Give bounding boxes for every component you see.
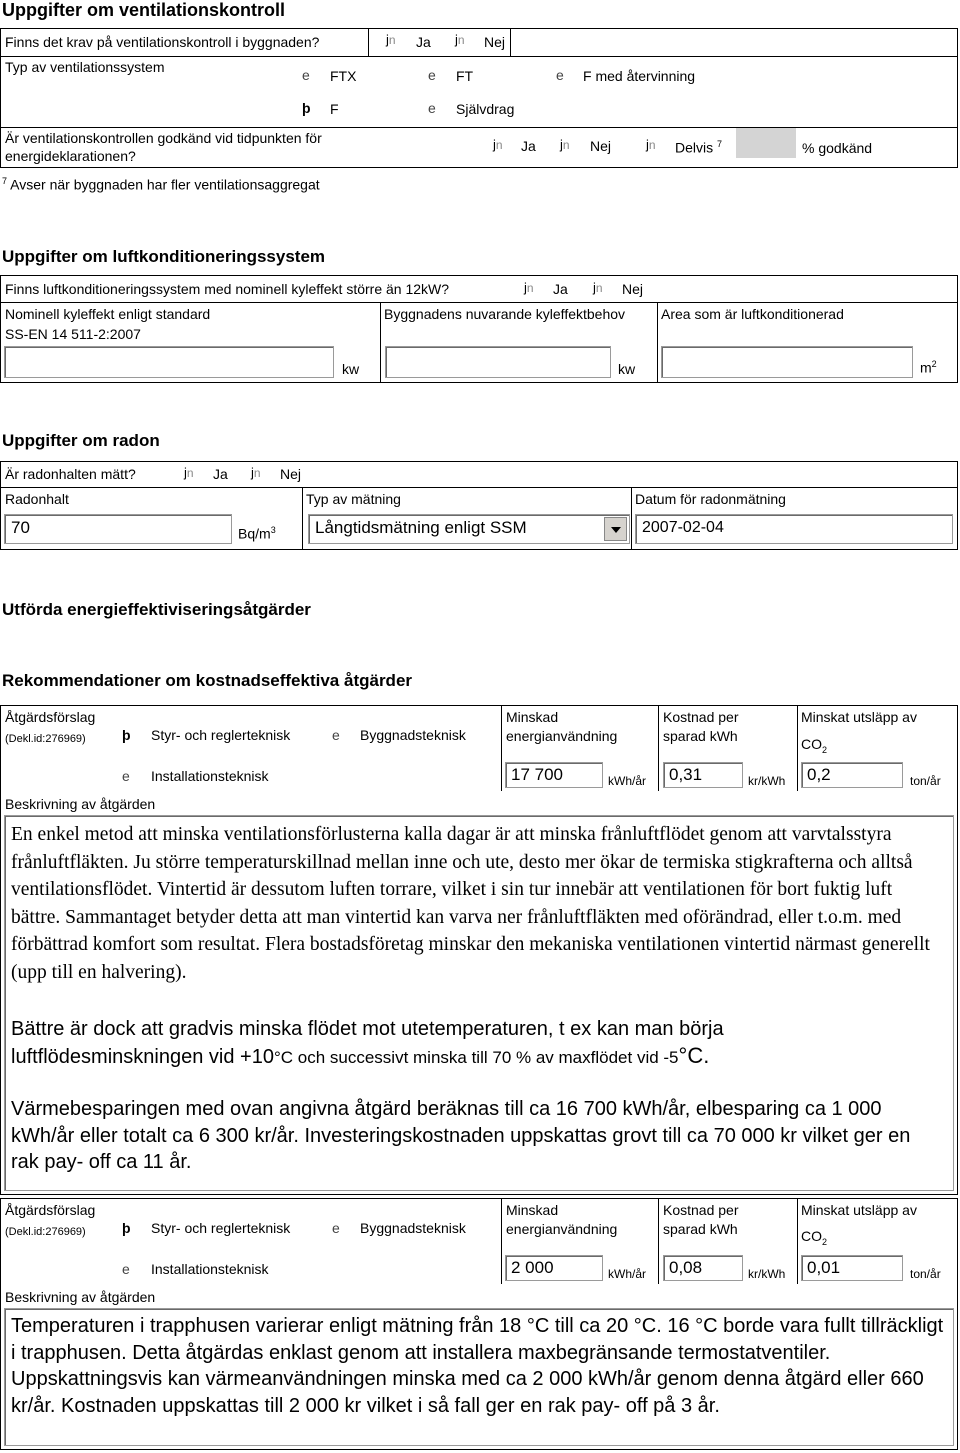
proposal-2-energy-value[interactable]: 2 000 bbox=[505, 1255, 603, 1281]
proposal-2-control-checkbox-checked[interactable]: þ bbox=[122, 1220, 131, 1236]
radon-date-input[interactable]: 2007-02-04 bbox=[635, 514, 953, 544]
ac-nominal-unit: kw bbox=[342, 361, 360, 377]
ventilation-type-label: Typ av ventilationssystem bbox=[5, 59, 165, 75]
proposal-2-desc-label: Beskrivning av åtgärden bbox=[5, 1289, 156, 1305]
radon-type-select[interactable] bbox=[308, 514, 630, 544]
percent-approved-field[interactable] bbox=[736, 128, 796, 158]
proposal-1-desc-paragraph-2: Bättre är dock att gradvis minska flödet mot utetemperaturen, t ex kan man börja luftflödesminskningen vid +10°C och successivt minska till 70 % av maxflödet vid -5°C. bbox=[11, 1018, 724, 1068]
proposal-2-co2-label2: $CO_2$ bbox=[801, 1228, 828, 1247]
proposal-1-control-label: Styr- och reglerteknisk bbox=[151, 727, 291, 743]
approval-no-label: Nej bbox=[590, 138, 612, 154]
proposal-2-installation-label: Installationsteknisk bbox=[151, 1261, 269, 1277]
radon-level-unit: $Bq/m^3$ bbox=[238, 525, 276, 542]
ac-question: Finns luftkonditioneringssystem med nominell kyleffekt större än 12kW? bbox=[5, 281, 450, 297]
type-f-label: F bbox=[330, 101, 339, 117]
proposal-2-installation-checkbox[interactable]: e bbox=[122, 1261, 130, 1277]
proposal-1-energy-value[interactable]: 17 700 bbox=[505, 762, 603, 788]
proposal-2-description-field[interactable] bbox=[4, 1308, 954, 1446]
proposal-2-cost-label2: sparad kWh bbox=[663, 1221, 738, 1237]
approval-partly-radio[interactable]: jn bbox=[646, 137, 656, 152]
proposal-2-desc-paragraph: Temperaturen i trapphusen varierar enligt mätning från 18 °C till ca 20 °C. 16 °C borde vara fullt tillräckligt i trapphusen. Detta åtgärdas enklast genom att installera maxbegränsande termostatventiler. Uppskattningsvis kan värmeanvändningen minska med ca 2 000 kWh/år genom denna åtgärd eller 660 kr/år. Kostnaden uppskattas till 2 000 kr vilket i så fall ger en rak pay- off på 3 år. bbox=[11, 1315, 944, 1417]
proposal-1-building-label: Byggnadsteknisk bbox=[360, 727, 466, 743]
ac-area-label: Area som är luftkonditionerad bbox=[661, 306, 844, 322]
ac-area-input[interactable] bbox=[661, 346, 913, 378]
proposal-1-co2-label2: $CO_2$ bbox=[801, 736, 828, 755]
ac-no-radio[interactable]: jn bbox=[593, 280, 603, 295]
ac-yes-label: Ja bbox=[553, 281, 568, 297]
type-f-recovery-checkbox[interactable]: e bbox=[556, 67, 564, 83]
proposal-1-installation-checkbox[interactable]: e bbox=[122, 768, 130, 784]
type-f-checkbox-checked[interactable]: þ bbox=[302, 100, 311, 116]
proposal-1-control-checkbox-checked[interactable]: þ bbox=[122, 727, 131, 743]
approval-question: Är ventilationskontrollen godkänd vid tidpunkten för bbox=[5, 130, 322, 146]
radon-question: Är radonhalten mätt? bbox=[5, 466, 136, 482]
approval-yes-label: Ja bbox=[521, 138, 536, 154]
ac-demand-unit: kw bbox=[618, 361, 636, 377]
proposal-1-id: (Dekl.id:276969) bbox=[5, 733, 86, 745]
proposal-1-energy-label: Minskad bbox=[506, 709, 559, 725]
radon-type-label: Typ av mätning bbox=[306, 491, 401, 507]
ventilation-required-no-radio[interactable]: jn bbox=[455, 32, 465, 47]
radon-no-radio[interactable]: jn bbox=[251, 465, 261, 480]
proposal-1-energy-label2: energianvändning bbox=[506, 728, 618, 744]
ac-nominal-label: Nominell kyleffekt enligt standard bbox=[5, 306, 211, 322]
proposal-1-cost-label2: sparad kWh bbox=[663, 728, 738, 744]
proposal-1-co2-value[interactable]: 0,2 bbox=[801, 762, 903, 788]
proposal-2-energy-label: Minskad bbox=[506, 1202, 559, 1218]
proposal-2-cost-unit: kr/kWh bbox=[748, 1267, 786, 1281]
proposal-1-desc-paragraph-1: En enkel metod att minska ventilationsförlusterna kalla dagar är att minska frånluftflödet genom att varvtalsstyra frånluftfläkten. Ju större temperaturskillnad mellan inne och ute, desto mer ökar de termiska stigkrafterna och alltså ventilationsflödet. Vintertid är dessutom luften torrare, vilket i sin tur innebär att ventilationen för bort fuktig luft bättre. Sammantaget betyder detta att man vintertid kan varva ner frånluftfläkten med oförändrad, eller t.o.m. med förbättrad komfort som resultat. Flera bostadsföretag minskar den mekaniska ventilationen vintertid närmast generellt (upp till en halvering). bbox=[11, 824, 930, 983]
approval-no-radio[interactable]: jn bbox=[560, 137, 570, 152]
proposal-1-cost-value[interactable]: 0,31 bbox=[663, 762, 743, 788]
measures-done-heading: Utförda energieffektiviseringsåtgärder bbox=[2, 600, 311, 619]
approval-question-line2: energideklarationen? bbox=[5, 148, 136, 164]
proposal-2-energy-unit: kWh/år bbox=[608, 1267, 647, 1281]
type-ft-checkbox[interactable]: e bbox=[428, 67, 436, 83]
radon-date-label: Datum för radonmätning bbox=[635, 491, 786, 507]
radon-heading: Uppgifter om radon bbox=[2, 431, 160, 450]
type-ft-label: FT bbox=[456, 68, 474, 84]
proposal-1-installation-label: Installationsteknisk bbox=[151, 768, 269, 784]
proposal-2-control-label: Styr- och reglerteknisk bbox=[151, 1220, 291, 1236]
proposal-2-building-checkbox[interactable]: e bbox=[332, 1220, 340, 1236]
proposal-1-building-checkbox[interactable]: e bbox=[332, 727, 340, 743]
type-natural-label: Självdrag bbox=[456, 101, 515, 117]
ventilation-required-question: Finns det krav på ventilationskontroll i byggnaden? bbox=[5, 34, 320, 50]
ventilation-heading: Uppgifter om ventilationskontroll bbox=[2, 0, 286, 20]
proposal-2-co2-value[interactable]: 0,01 bbox=[801, 1255, 903, 1281]
proposal-1-cost-label: Kostnad per bbox=[663, 709, 739, 725]
radon-level-label: Radonhalt bbox=[5, 491, 69, 507]
measures-recommended-heading: Rekommendationer om kostnadseffektiva åtgärder bbox=[2, 671, 413, 690]
ventilation-required-no-label: Nej bbox=[484, 34, 506, 50]
approval-yes-radio[interactable]: jn bbox=[493, 137, 503, 152]
radon-yes-label: Ja bbox=[213, 466, 228, 482]
type-ftx-label: FTX bbox=[330, 68, 357, 84]
approval-partly-label: Delvis $^7$ bbox=[675, 139, 723, 156]
ac-demand-label: Byggnadens nuvarande kyleffektbehov bbox=[384, 306, 626, 322]
ac-nominal-input[interactable] bbox=[4, 346, 334, 378]
proposal-2-id: (Dekl.id:276969) bbox=[5, 1226, 86, 1238]
type-ftx-checkbox[interactable]: e bbox=[302, 67, 310, 83]
proposal-2-energy-label2: energianvändning bbox=[506, 1221, 618, 1237]
type-f-recovery-label: F med återvinning bbox=[583, 68, 696, 84]
ac-nominal-standard: SS-EN 14 511-2:2007 bbox=[5, 326, 141, 342]
ac-area-unit: $m^2$ bbox=[920, 359, 937, 376]
proposal-1-co2-unit: ton/år bbox=[910, 774, 941, 788]
ventilation-required-yes-radio[interactable]: jn bbox=[386, 32, 396, 47]
proposal-1-cost-unit: kr/kWh bbox=[748, 774, 786, 788]
dropdown-arrow-icon[interactable] bbox=[604, 517, 627, 541]
proposal-2-building-label: Byggnadsteknisk bbox=[360, 1220, 466, 1236]
proposal-2-co2-label: Minskat utsläpp av bbox=[801, 1202, 917, 1218]
proposal-1-co2-label: Minskat utsläpp av bbox=[801, 709, 917, 725]
proposal-2-cost-value[interactable]: 0,08 bbox=[663, 1255, 743, 1281]
proposal-2-cost-label: Kostnad per bbox=[663, 1202, 739, 1218]
radon-level-input[interactable]: 70 bbox=[4, 514, 232, 544]
ventilation-footnote: $^7$ Avser när byggnaden har fler ventilationsaggregat bbox=[2, 176, 320, 193]
radon-yes-radio[interactable]: jn bbox=[184, 465, 194, 480]
ac-heading: Uppgifter om luftkonditioneringssystem bbox=[2, 247, 326, 266]
proposal-2-co2-unit: ton/år bbox=[910, 1267, 941, 1281]
proposal-1-energy-unit: kWh/år bbox=[608, 774, 647, 788]
proposal-1-desc-paragraph-3: Värmebesparingen med ovan angivna åtgärd beräknas till ca 16 700 kWh/år, elbesparing ca 1 000 kWh/år eller totalt ca 6 300 kr/år. Investeringskostnaden uppskattas grovt till ca 70 000 kr vilket ger en rak pay- off ca 11 år. bbox=[11, 1098, 911, 1173]
proposal-1-description-field[interactable] bbox=[4, 815, 954, 1191]
type-natural-checkbox[interactable]: e bbox=[428, 100, 436, 116]
ventilation-required-yes-label: Ja bbox=[416, 34, 431, 50]
ac-yes-radio[interactable]: jn bbox=[524, 280, 534, 295]
percent-approved-label: % godkänd bbox=[802, 140, 873, 156]
proposal-2-label: Åtgärdsförslag bbox=[5, 1202, 96, 1218]
radon-no-label: Nej bbox=[280, 466, 302, 482]
ac-demand-input[interactable] bbox=[385, 346, 611, 378]
ac-no-label: Nej bbox=[622, 281, 644, 297]
radon-type-selected: Långtidsmätning enligt SSM bbox=[315, 518, 527, 537]
proposal-1-desc-label: Beskrivning av åtgärden bbox=[5, 796, 156, 812]
proposal-1-label: Åtgärdsförslag bbox=[5, 709, 96, 725]
